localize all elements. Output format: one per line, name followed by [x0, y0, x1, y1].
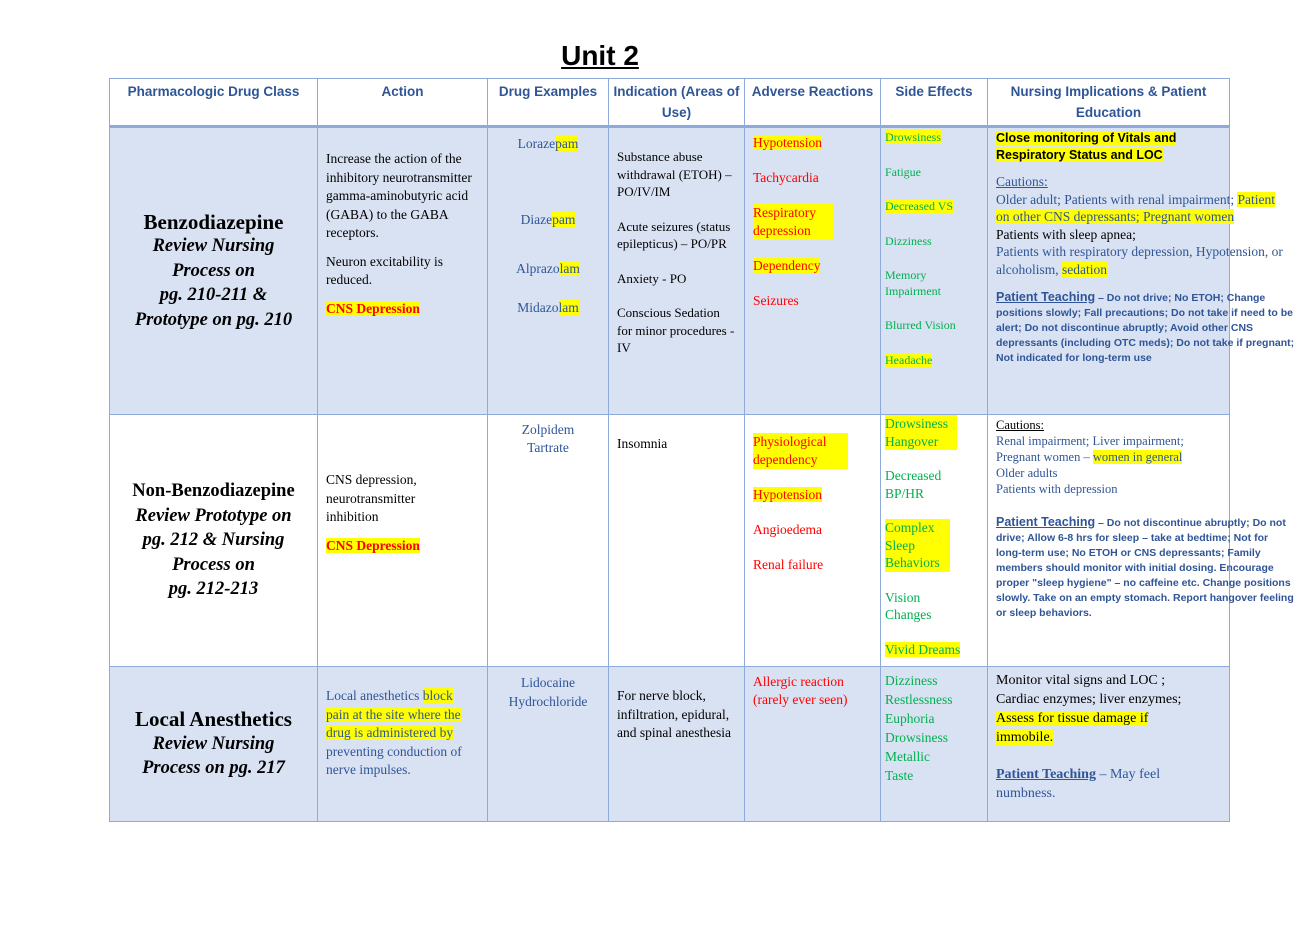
indication-item: Substance abuse withdrawal (ETOH) – PO/IV/IM — [617, 149, 732, 199]
header-adverse: Adverse Reactions — [745, 79, 881, 127]
caution-highlight: sedation — [1062, 261, 1107, 277]
side-effects-cell — [881, 667, 988, 822]
caution-text: Renal impairment; Liver impairment; — [996, 434, 1184, 448]
action-text: Local anesthetics — [326, 688, 423, 703]
side-effect-item: Decreased BP/HR — [885, 468, 942, 501]
header-side-effects: Side Effects — [881, 79, 988, 127]
adverse-item: Respiratory depression — [753, 204, 833, 240]
side-effect-item: Drowsiness Hangover — [885, 415, 957, 450]
drug-example: Lidocaine — [521, 675, 575, 690]
indication-cell — [609, 415, 745, 667]
action-emphasis: CNS Depression — [326, 300, 420, 316]
side-effects-cell — [881, 415, 988, 667]
nursing-highlight: Assess for tissue damage if immobile. — [996, 711, 1149, 745]
side-effect-item: Fatigue — [885, 164, 921, 179]
nursing-cell — [988, 415, 1294, 667]
class-name: Benzodiazepine — [143, 209, 284, 234]
caution-highlight: women in general — [1092, 450, 1183, 464]
adverse-item: Hypotension — [753, 135, 822, 150]
table-row — [110, 127, 1230, 415]
side-effect-item: Euphoria — [885, 711, 935, 726]
drug-example: Tartrate — [527, 440, 569, 455]
side-effect-item: Complex Sleep Behaviors — [885, 519, 950, 572]
patient-teaching-text: – May feel numbness. — [996, 767, 1161, 801]
action-cell — [318, 667, 488, 822]
class-note: pg. 212-213 — [168, 579, 259, 600]
side-effect-item: Memory Impairment — [885, 268, 941, 298]
adverse-item: Angioedema — [753, 522, 822, 537]
adverse-cell — [745, 415, 881, 667]
nursing-cell — [988, 127, 1295, 415]
action-text: Increase the action of the inhibitory neurotransmitter gamma-aminobutyric acid (GABA) to the GABA receptors. — [326, 151, 472, 240]
action-text: CNS depression, neurotransmitter inhibition — [326, 472, 417, 524]
side-effect-item: Drowsiness — [885, 730, 948, 745]
drug-example: Diazepam — [520, 212, 576, 227]
caution-highlight: Patient on other CNS depressants; Pregnant women — [996, 191, 1275, 224]
patient-teaching-text: – Do not discontinue abruptly; Do not drive; Allow 6-8 hrs for sleep – take at bedtime; Not for long-term use; No ETOH or CNS depressants; Family members should monitor with initial dosing. Encourage proper "sleep hygiene" – no caffeine etc. Change positions slowly. Take on an empty stomach. Report hangover feeling or sleep behaviors. — [996, 517, 1294, 619]
drug-table — [109, 78, 1295, 822]
caution-text: Patients with depression — [996, 482, 1118, 496]
examples-cell — [488, 127, 609, 415]
indication-cell — [609, 127, 745, 415]
table-row — [110, 415, 1230, 667]
patient-teaching-label: Patient Teaching — [996, 767, 1096, 782]
side-effects-cell — [881, 127, 988, 415]
adverse-cell — [745, 127, 881, 415]
drug-example: Zolpidem — [521, 422, 575, 437]
adverse-item: Dependency — [753, 258, 821, 273]
class-cell — [110, 415, 318, 667]
action-text: preventing conduction of nerve impulses. — [326, 743, 462, 777]
examples-cell — [488, 667, 609, 822]
adverse-item: Hypotension — [753, 487, 822, 502]
side-effect-item: Vivid Dreams — [885, 641, 961, 657]
side-effect-item: Decreased VS — [885, 199, 954, 213]
class-note: pg. 210-211 & — [159, 285, 268, 306]
adverse-item: Tachycardia — [753, 170, 819, 185]
adverse-item: Seizures — [753, 293, 799, 308]
class-note: pg. 212 & Nursing — [142, 530, 285, 551]
side-effect-item: Blurred Vision — [885, 318, 956, 332]
action-emphasis: CNS Depression — [326, 537, 420, 553]
action-highlight: block pain at the site where the drug is administered by — [326, 688, 461, 740]
action-cell — [318, 127, 488, 415]
header-nursing: Nursing Implications & Patient Education — [988, 79, 1230, 127]
side-effect-item: Dizziness — [885, 233, 932, 248]
patient-teaching-label: Patient Teaching — [996, 290, 1096, 304]
adverse-item: Physiological dependency — [753, 433, 848, 469]
indication-item: Anxiety - PO — [617, 270, 687, 286]
caution-text: Older adult; Patients with renal impairment; — [996, 191, 1238, 207]
class-note: Review Nursing — [152, 733, 275, 754]
class-name: Local Anesthetics — [135, 707, 292, 732]
drug-example: Alprazolam — [516, 261, 580, 276]
class-note: Review Nursing — [152, 236, 275, 257]
indication-item: Conscious Sedation for minor procedures - IV — [617, 305, 735, 355]
patient-teaching-text: – Do not drive; No ETOH; Change positions slowly; Fall precautions; Do not take if need to be alert; Do not discontinue abruptly; Avoid other CNS depressants (including OTC meds); Do not take if pregnant; Not indicated for long-term use — [996, 292, 1295, 364]
caution-text: Patients with respiratory depression, Hypotension, or alcoholism, — [996, 244, 1283, 277]
side-effect-item: Dizziness — [885, 673, 938, 688]
caution-text: Older adults — [996, 466, 1058, 480]
class-note: Process on — [172, 260, 255, 281]
class-cell — [110, 127, 318, 415]
action-cell — [318, 415, 488, 667]
caution-text: Pregnant women – — [996, 450, 1093, 464]
cautions-label: Cautions: — [996, 174, 1048, 189]
header-class: Pharmacologic Drug Class — [110, 79, 318, 127]
side-effect-item: Restlessness — [885, 692, 953, 707]
patient-teaching-label: Patient Teaching — [996, 515, 1096, 529]
indication-item: Insomnia — [617, 436, 668, 451]
class-note: Review Prototype on — [135, 505, 292, 526]
indication-item: Acute seizures (status epilepticus) – PO/PR — [617, 218, 731, 251]
header-indication: Indication (Areas of Use) — [609, 79, 745, 127]
drug-example: Hydrochloride — [508, 694, 588, 709]
side-effect-item: Taste — [885, 768, 914, 783]
nursing-cell — [988, 667, 1230, 822]
indication-item: For nerve block, infiltration, epidural, and spinal anesthesia — [617, 688, 731, 740]
adverse-item: (rarely ever seen) — [753, 692, 848, 707]
examples-cell — [488, 415, 609, 667]
side-effect-item: Vision Changes — [885, 589, 932, 622]
nursing-lead: Close monitoring of Vitals and Respiratory Status and LOC — [996, 131, 1177, 162]
action-text: Neuron excitability is reduced. — [326, 253, 443, 287]
drug-example: Lorazepam — [517, 136, 579, 151]
class-note: Prototype on pg. 210 — [134, 309, 293, 330]
class-note: Process on — [172, 554, 255, 575]
header-action: Action — [318, 79, 488, 127]
adverse-cell — [745, 667, 881, 822]
adverse-item: Allergic reaction — [753, 674, 844, 689]
table-row — [110, 667, 1230, 822]
cautions-label: Cautions: — [996, 418, 1044, 432]
class-note: Process on pg. 217 — [142, 758, 285, 779]
adverse-item: Renal failure — [753, 557, 824, 572]
class-name: Non-Benzodiazepine — [132, 481, 295, 502]
drug-example: Midazolam — [517, 300, 579, 315]
header-examples: Drug Examples — [488, 79, 609, 127]
side-effect-item: Headache — [885, 352, 933, 367]
caution-text: Patients with sleep apnea; — [996, 226, 1136, 242]
side-effect-item: Metallic — [885, 749, 930, 764]
page-title: Unit 2 — [561, 40, 639, 71]
header-row — [110, 79, 1230, 127]
side-effect-item: Drowsiness — [885, 130, 941, 144]
nursing-text: Monitor vital signs and LOC ; Cardiac enzymes; liver enzymes; — [996, 673, 1182, 707]
class-cell — [110, 667, 318, 822]
indication-cell — [609, 667, 745, 822]
